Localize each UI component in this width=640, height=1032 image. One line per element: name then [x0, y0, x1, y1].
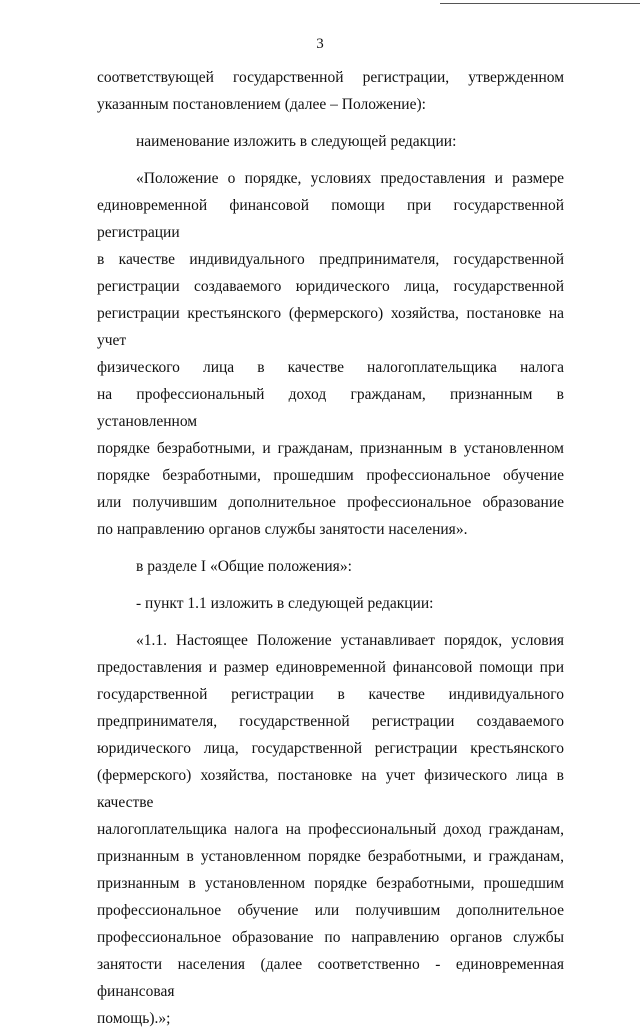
text-line: соответствующей государственной регистрации, утвержденном	[97, 69, 564, 86]
text-line: указанным постановлением (далее – Положение):	[97, 96, 426, 113]
text-line: наименование изложить в следующей редакции:	[136, 133, 457, 150]
text-line: признанным в установленном порядке безработными, прошедшим	[97, 875, 564, 892]
text-line: предпринимателя, государственной регистрации создаваемого	[97, 713, 564, 730]
text-line: профессиональное образование по направлению органов службы	[97, 929, 564, 946]
document-body	[97, 64, 564, 1032]
text-line: физического лица в качестве налогоплательщика налога	[97, 359, 564, 376]
page-number: 3	[316, 36, 324, 52]
text-line: юридического лица, государственной регистрации крестьянского	[97, 740, 564, 757]
text-line: государственной регистрации в качестве индивидуального	[97, 686, 564, 703]
text-line: предоставления и размер единовременной финансовой помощи при	[97, 659, 564, 676]
text-line: занятости населения (далее соответственно - единовременная финансовая	[97, 956, 564, 1000]
text-line: признанным в установленном порядке безработными, и гражданам,	[97, 848, 564, 865]
text-line: порядке безработными, и гражданам, признанным в установленном	[97, 440, 564, 457]
text-line: «Положение о порядке, условиях предоставления и размере	[136, 170, 564, 187]
text-line: единовременной финансовой помощи при государственной регистрации	[97, 197, 564, 241]
text-line: в разделе I «Общие положения»:	[136, 558, 352, 575]
text-line: на профессиональный доход гражданам, признанным в установленном	[97, 386, 564, 430]
text-line: регистрации крестьянского (фермерского) хозяйства, постановке на учет	[97, 305, 564, 349]
text-line: налогоплательщика налога на профессиональный доход гражданам,	[97, 821, 564, 838]
text-line: (фермерского) хозяйства, постановке на учет физического лица в качестве	[97, 767, 564, 811]
text-line: «1.1. Настоящее Положение устанавливает порядок, условия	[136, 632, 564, 649]
text-line: порядке безработными, прошедшим профессиональное обучение	[97, 467, 564, 484]
top-rule	[440, 3, 640, 4]
text-line: - пункт 1.1 изложить в следующей редакции:	[136, 595, 434, 612]
text-line: регистрации создаваемого юридического лица, государственной	[97, 278, 564, 295]
text-line: профессиональное обучение или получившим дополнительное	[97, 902, 564, 919]
text-line: в качестве индивидуального предпринимателя, государственной	[97, 251, 564, 268]
text-line: или получившим дополнительное профессиональное образование	[97, 494, 564, 511]
text-line: по направлению органов службы занятости населения».	[97, 521, 468, 538]
text-line: помощь).»;	[97, 1010, 171, 1027]
